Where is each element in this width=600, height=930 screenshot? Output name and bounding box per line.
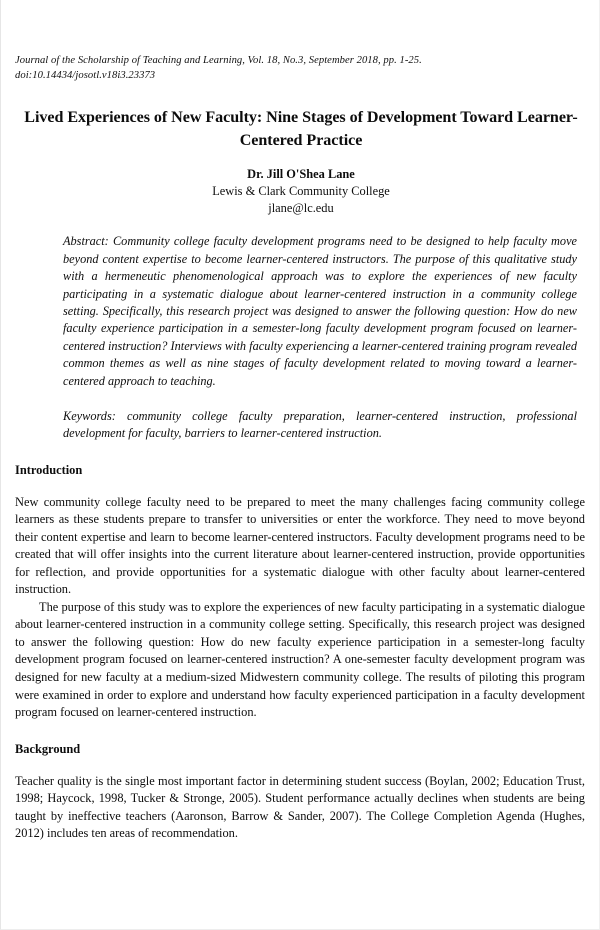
running-head-doi: doi:10.14434/josotl.v18i3.23373	[15, 70, 156, 82]
introduction-paragraph-2: The purpose of this study was to explore the experiences of new faculty participating in a systematic dialogue about learner-centered instruction in a community college setting. Specifically, this research project was designed to answer the following question: How do new faculty experience participation in a semester-long faculty development program focused on learner-centered instruction? A one-semester faculty development program was designed for new faculty at a medium-sized Midwestern community college. The results of piloting this program were examined in order to explore and understand how faculty experienced participation in a faculty development program focused on learner-centered instruction.	[15, 599, 585, 720]
section-heading-background: Background	[15, 741, 81, 756]
abstract-text: Abstract: Community college faculty development programs need to be designed to help faculty move beyond content expertise to become learner-centered instructors. The purpose of this qualitative study with a hermeneutic phenomenological approach was to explore the experiences of new faculty participating in a systematic dialogue about learner-centered instruction in a community college setting. Specifically, this research project was designed to answer the following question: How do new faculty experience participation in a semester-long faculty development program focused on learner-centered instruction? Interviews with faculty experiencing a learner-centered training program revealed common themes as well as nine stages of faculty development related to moving toward a learner-centered approach to teaching.	[63, 234, 577, 388]
author-block	[15, 166, 587, 216]
running-head-citation: Journal of the Scholarship of Teaching and Learning, Vol. 18, No.3, September 2018, pp. 1-25.	[15, 55, 422, 66]
abstract-block	[15, 233, 587, 442]
introduction-paragraph-1: New community college faculty need to be prepared to meet the many challenges facing community college learners as these students prepare to transfer to universities or enter the workforce. They need to move beyond their content expertise and learn to become learner-centered instructors. Faculty development programs need to be created that will offer insights into the current literature about learner-centered instruction, provide opportunities for reflection, and provide opportunities for a systematic dialogue with other faculty about learner-centered instruction.	[15, 494, 585, 597]
author-email[interactable]: jlane@lc.edu	[268, 200, 334, 215]
author-affiliation: Lewis & Clark Community College	[212, 184, 390, 198]
running-head	[15, 53, 587, 83]
background-paragraph-1: Teacher quality is the single most important factor in determining student success (Boylan, 2002; Education Trust, 1998; Haycock, 1998, Tucker & Stronge, 2005). Student performance actually declines when students are being taught by ineffective teachers (Aaronson, Barrow & Sander, 2007). The College Completion Agenda (Hughes, 2012) includes ten areas of recommendation.	[15, 773, 585, 841]
section-heading-introduction: Introduction	[15, 462, 83, 477]
author-name: Dr. Jill O'Shea Lane	[247, 167, 355, 182]
article-title: Lived Experiences of New Faculty: Nine Stages of Development Toward Learner-Centered Practice	[24, 109, 578, 150]
page-content-area	[15, 0, 587, 930]
keywords-text: Keywords: community college faculty preparation, learner-centered instruction, professional development for faculty, barriers to learner-centered instruction.	[63, 408, 577, 441]
